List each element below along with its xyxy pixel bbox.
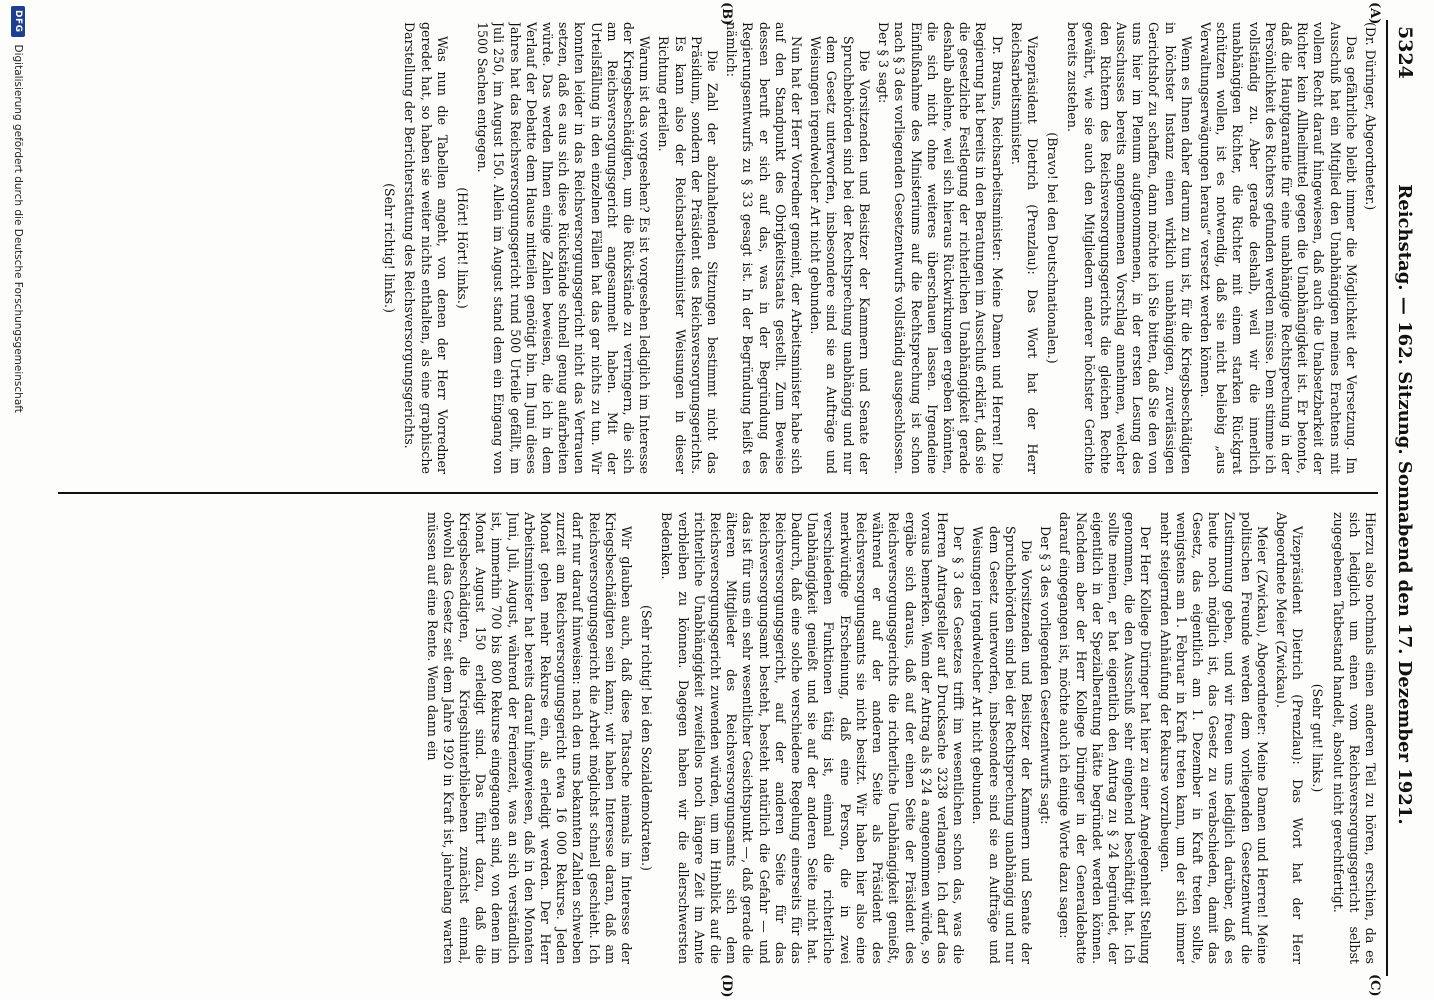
credit-text: Digitalisierung gefördert durch die Deutsche Forschungsgemeinschaft (12, 44, 24, 413)
page-header (1386, 20, 1422, 976)
paragraph: Meier (Zwickau), Abgeordneter: Meine Damen und Herren! Meine politischen Freunde werden dem vorliegenden Gesetzentwurf die Zustimmung geben, und wir freuen uns lediglich darüber, daß es heute noch möglich ist, das Gesetz zu verabschieden, damit das Gesetz, das eigentlich am 1. Dezember in Kraft treten sollte, wenigstens am 1. Februar in Kraft treten kann, um der sich immer mehr steigernden Anhäufung der Rekurse vorzubeugen. (1157, 512, 1270, 964)
paragraph: Wir glauben auch, daß diese Tatsache niemals im Interesse der Kriegsbeschädigten sein kann; wir haben Interesse daran, daß am Reichsversorgungsgericht die Arbeit möglichst schnell geschieht. Ich darf nur darauf hinweisen: nach den uns bekannten Zahlen schweben zurzeit am Reichsversorgungsgericht etwa 16 000 Rekurse. Jeden Monat gehen mehr Rekurse ein, als erledigt werden. Der Herr Arbeitsminister hat bereits darauf hingewiesen, daß in den Monaten Juni, Juli, August, während der Ferienzeit, was an sich verständlich ist, immerhin 700 bis 800 Rekurse eingegangen sind, von denen im Monat August 150 erledigt sind. Das führt dazu, daß die Kriegsbeschädigten, die Kriegshinterbliebenen zunächst einmal, obwohl das Gesetz seit dem Jahre 1920 in Kraft ist, jahrelang warten müssen auf eine Rente. Wenn dann ein (424, 512, 635, 964)
interjection: (Sehr richtig! bei den Sozialdemokraten.) (639, 605, 655, 871)
paragraph: Was nun die Tabellen angeht, von denen der Herr Vorredner geredet hat, so haben sie weiter nichts enthalten, als eine graphische Darstellung der Berichterstattung des Reichsversorgungsgerichts. (402, 22, 450, 474)
quote: Die Vorsitzenden und Beisitzer der Kammern und Senate der Spruchbehörden sind bei der Rechtsprechung unabhängig und nur dem Gesetz unterworfen, insbesondere sind sie an Aufträge und Weisungen irgendwelcher Art nicht gebunden. (808, 36, 872, 474)
margin-mark-d: (D) (719, 974, 734, 998)
paragraph: Der § 3 des Gesetzes trifft im wesentlichen schon das, was die Herren Antragsteller auf Drucksache 3238 verlangen. Ich darf das voraus bemerken. Wenn der Antrag als § 24 a angenommen würde, so ergäbe sich daraus, daß auf der einen Seite der Präsident des Reichsversorgungsgerichts die richterliche Unabhängigkeit genießt, während er auf der anderen Seite als Präsident des Reichsversorgungsamts sie nicht besitzt. Wir haben hier also eine merkwürdige Erscheinung, daß eine Person, die in zwei verschiedenen Funktionen tätig ist, einmal die richterliche Unabhängigkeit genießt und sie auf der anderen Seite nicht hat. Dadurch, daß eine solche verschiedene Regelung einerseits für das Reichsversorgungsgericht, auf der anderen Seite für das Reichsversorgungsamt besteht, besteht natürlich die Gefahr — und das ist für uns ein sehr wesentlicher Gesichtspunkt —, daß gerade die älteren Mitglieder des Reichsversorgungsamts sich dem Reichsversorgungsgericht zuwenden würden, um im Hinblick auf die richterliche Unabhängigkeit zweifellos noch längere Zeit im Amte verbleiben zu können. Dagegen haben wir die allerschwersten Bedenken. (659, 512, 967, 964)
interjection: (Bravo! bei den Deutschnationalen.) (1045, 132, 1061, 364)
paragraph: Der Herr Kollege Düringer hat hier zu einer Angelegenheit Stellung genommen, die den Ausschuß sehr eingehend beschäftigt hat. Ich sollte meinen, er hat eigentlich den Antrag zu § 24 begründet, der eigentlich in der Spezialberatung hätte begründet werden können. Nachdem aber der Herr Kollege Düringer in der Generaldebatte darauf eingegangen ist, möchte auch ich einige Worte dazu sagen: (1057, 512, 1154, 964)
paragraph: Nun hat der Herr Vorredner gemeint, der Arbeitsminister habe sich auf den Standpunkt des Obrigkeitsstaats gestellt. Zum Beweise dessen beruft er sich auf das, was in der Begründung des Regierungsentwurfs zu § 33 gesagt ist. In der Begründung heißt es nämlich: (724, 22, 805, 474)
paragraph: Vizepräsident Dietrich (Prenzlau): Das Wort hat der Herr Reichsarbeitsminister. (1008, 22, 1040, 474)
speaker-line: (Dr. Düringer, Abgeordneter.) (1363, 22, 1378, 211)
interjection: (Sehr richtig! links.) (382, 183, 398, 313)
paragraph: Wenn es Ihnen daher darum zu tun ist, für die Kriegsbeschädigten in höchster Instanz einen wirklich unabhängigen, zuverlässigen Gerichtshof zu schaffen, dann möchte ich Sie bitten, daß Sie den von uns hier im Plenum aufgenommenen, in der ersten Lesung des Ausschusses bereits angenommenen Vorschlag annehmen, welcher den Richtern des Reichsversorgungsgerichts die gleichen Rechte gewährt, wie sie auch den Mitgliedern anderer höchster Gerichte bereits zustehen. (1065, 22, 1194, 474)
margin-mark-c: (C) (1367, 974, 1382, 997)
paragraph: Warum ist das vorgesehen? Es ist vorgesehen lediglich im Interesse der Kriegsbeschädigten, um die Rückstände zu verringern, die sich am Reichsversorgungsgericht angesammelt haben. Mit der Urteilsfällung in den einzelnen Fällen hat das gar nichts zu tun. Wir konnten leider in das Reichsversorgungsgericht nicht das Vertrauen setzen, daß es aus sich diese Rückstände schnell genug aufarbeiten würde. Das werden Ihnen einige Zahlen beweisen, die ich in dem Verlauf der Debatte dem Hause mitteilen genötigt bin. Im Juni dieses Jahres hat das Reichsversorgungsgericht rund 500 Urteile gefällt, im Juli 250, im August 150. Allein im August stand dem ein Eingang von 1500 Sachen entgegen. (475, 22, 653, 474)
page-running-title: Reichstag. — 162. Sitzung. Sonnabend den 17. Dezember 1921. (1394, 184, 1416, 825)
margin-mark-a: (A) (1367, 2, 1382, 25)
right-column (58, 512, 1378, 964)
paragraph: Der § 3 des vorliegenden Gesetzentwurfs sagt: (1038, 526, 1054, 825)
quote: Die Vorsitzenden und Beisitzer der Kammern und Senate der Spruchbehörden sind bei der Rechtsprechung unabhängig und nur dem Gesetz unterworfen, insbesondere sind sie an Aufträge und Weisungen irgendwelcher Art nicht gebunden. (970, 526, 1034, 964)
quote: Die Zahl der abzuhaltenden Sitzungen bestimmt nicht das Präsidium, sondern der Präsident des Reichsversorgungsgerichts. Es kann also der Reichsarbeitsminister Weisungen in dieser Richtung erteilen. (656, 36, 721, 474)
margin-mark-b: (B) (719, 2, 734, 26)
interjection: (Sehr gut! links.) (1310, 683, 1326, 793)
paragraph: Das gefährliche bleibt immer die Möglichkeit der Versetzung. Im Ausschuß hat ein Mitglied den Unabhängigen meines Erachtens mit vollem Recht darauf hingewiesen, daß auch die Unabsetzbarkeit der Richter kein Allheilmittel gegen die Unabhängigkeit ist. Er betonte, daß die Hauptgarantie für eine unabhängige Rechtsprechung in der Persönlichkeit des Richters gefunden werden müsse. Dem stimme ich vollständig zu. Aber gerade deshalb, weil wir die innerlich unabhängigen Richter, die Richter mit einem starken Rückgrat schützen wollen, ist es notwendig, daß sie nicht beliebig „aus Verwaltungserwägungen heraus“ versetzt werden können. (1197, 22, 1359, 474)
column-divider (58, 492, 1378, 494)
digitization-credit (6, 0, 30, 1006)
interjection: (Hört! Hört! links.) (455, 187, 471, 309)
paragraph: Dr. Brauns, Reichsarbeitsminister: Meine Damen und Herren! Die Regierung hat bereits in den Beratungen im Ausschuß erklärt, daß sie die gesetzliche Festlegung der richterlichen Unabhängigkeit gerade deshalb ablehne, weil sich hieraus Rückwirkungen ergeben könnten, die sich nicht ohne weiteres überschauen lassen. Irgendeine Einflußnahme des Ministeriums auf die Rechtsprechung ist schon nach § 3 des vorliegenden Gesetzentwurfs vollständig ausgeschlossen. Der § 3 sagt: (876, 22, 1005, 474)
paragraph: Vizepräsident Dietrich (Prenzlau): Das Wort hat der Herr Abgeordnete Meier (Zwickau). (1273, 512, 1306, 964)
paragraph: Hierzu also nochmals einen anderen Teil zu hören, erschien, da es sich lediglich um einen vom Reichsversorgungsgericht selbst zugegebenen Tatbestand handelt, absolut nicht gerechtfertigt. (1330, 512, 1378, 964)
left-column (58, 22, 1378, 474)
page-number: 5324 (1394, 26, 1416, 79)
dfg-logo: DFG (11, 6, 25, 37)
